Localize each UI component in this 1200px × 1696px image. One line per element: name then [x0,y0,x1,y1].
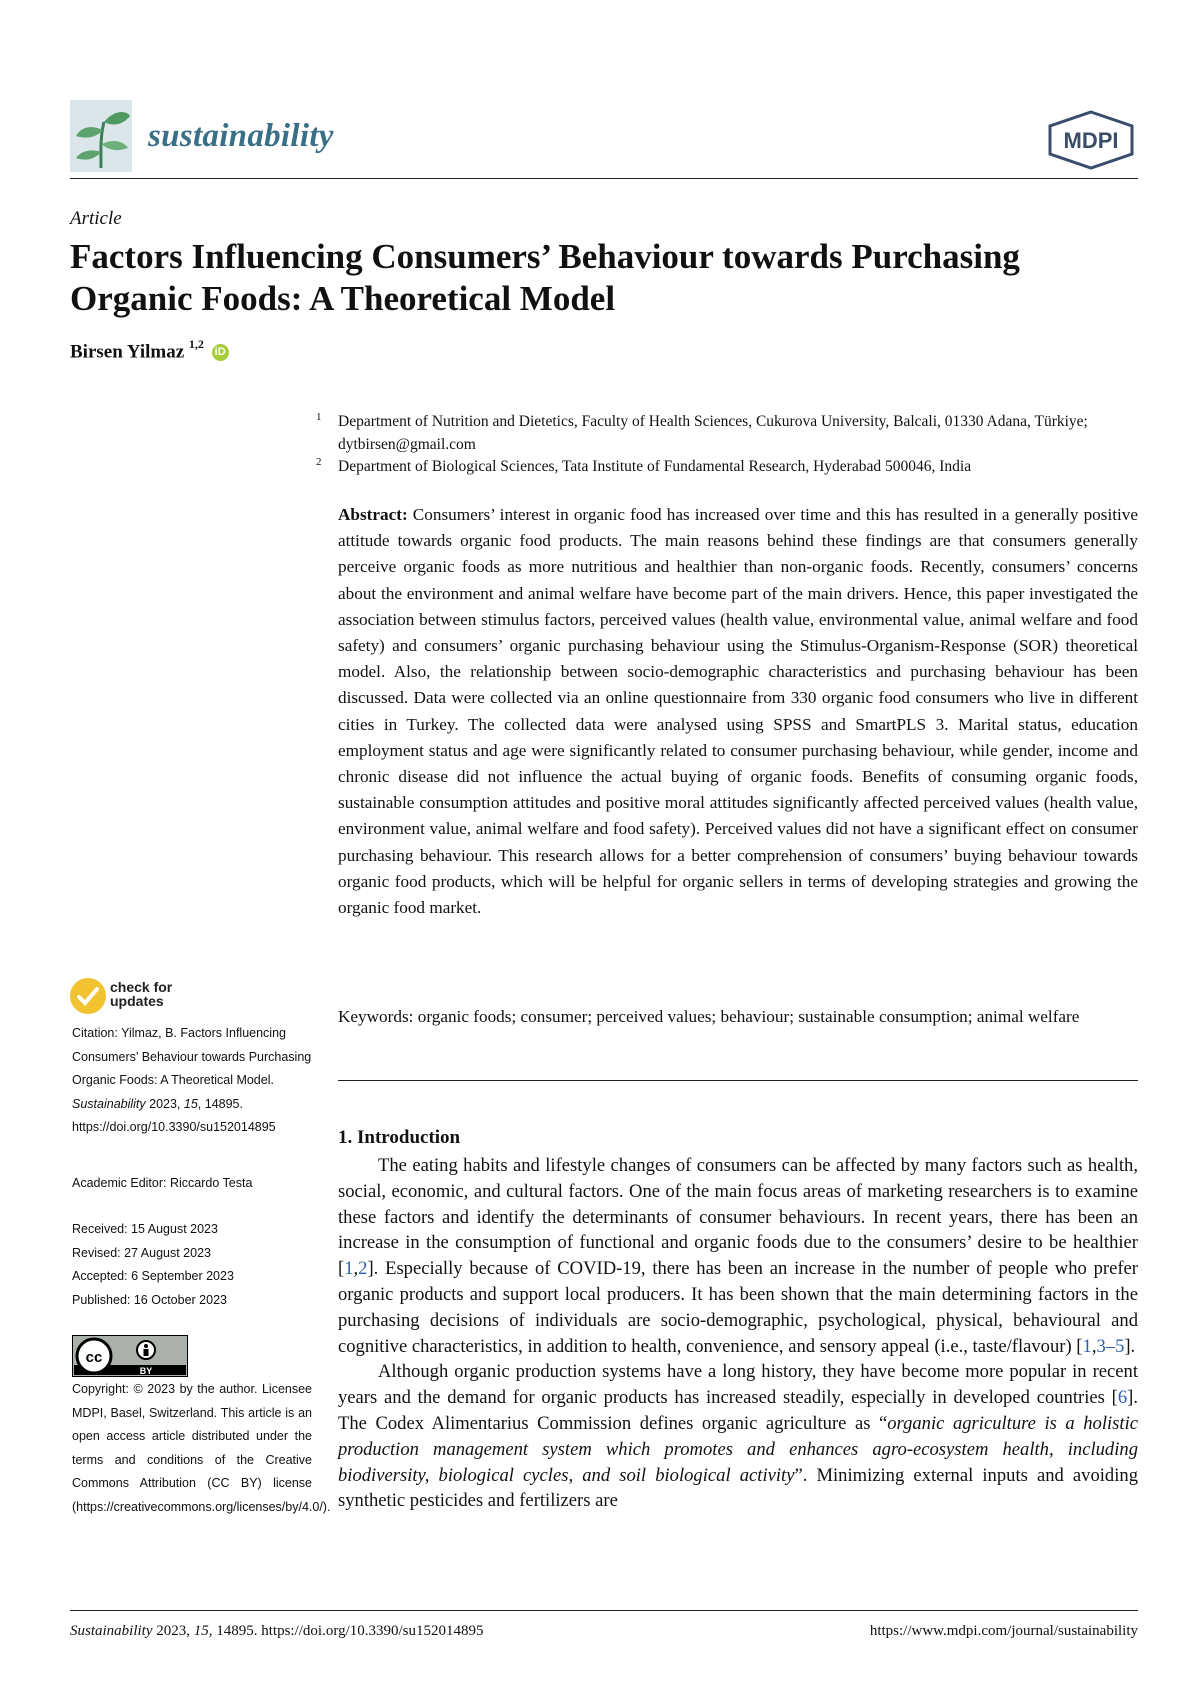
header-divider [70,178,1138,179]
article-dates [72,1218,312,1312]
paragraph-text: ]. The Codex Alimentarius Commission defines organic agriculture as “ [338,1387,1138,1434]
footer-journal-url[interactable]: https://www.mdpi.com/journal/sustainability [869,1623,1138,1639]
paragraph-text: ]. [1124,1335,1136,1357]
orcid-icon[interactable]: iD [212,344,229,361]
citation-link[interactable]: 2 [358,1258,368,1280]
svg-text:cc: cc [85,1349,103,1366]
abstract-text: Consumers’ interest in organic food has increased over time and this has resulted in a generally positive attitude towards organic food products. The main reasons behind these findings are that consumers generally perceive organic foods as more nutritious and healthier than non-organic foods. Recently, consumers’ concerns about the environment and animal welfare have become part of the main drivers. Hence, this paper investigated the association between stimulus factors, perceived values (health value, environmental value, animal welfare and food safety) and consumers’ organic purchasing behaviour using the Stimulus-Organism-Response (SOR) theoretical model. Also, the relationship between socio-demographic characteristics and purchasing behaviour has been discussed. Data were collected via an online questionnaire from 330 organic food consumers who live in different cities in Turkey. The collected data were analysed using SPSS and SmartPLS 3. Marital status, education employment status and age were significantly related to consumer purchasing behaviour, while gender, income and chronic disease did not influence the actual buying of organic foods. Benefits of consuming organic foods, sustainable consumption attitudes and positive moral attitudes significantly affected perceived values (health value, environment value, animal welfare and food safety). Perceived values did not have a significant effect on consumer purchasing behaviour. This research allows for a better comprehension of consumers’ buying behaviour towards organic food products, which will be helpful for organic sellers in terms of developing strategies and growing the organic food market. [338,505,1139,918]
abstract-divider [338,1080,1138,1081]
received-date: Received: 15 August 2023 [72,1222,218,1236]
academic-editor: Academic Editor: Riccardo Testa [72,1176,253,1190]
check-updates-text [110,980,172,1008]
citation-volume: 15 [183,1096,198,1111]
author-affiliation-marks: 1,2 [188,337,204,351]
published-date: Published: 16 October 2023 [72,1292,227,1307]
keywords-label: Keywords: [338,1007,414,1026]
publisher-logo-icon [1046,110,1136,170]
citation-link[interactable]: 1 [1082,1335,1092,1357]
journal-name: sustainability [148,118,334,154]
check-updates-line: check for [110,979,173,995]
footer-volume: 15 [193,1623,209,1639]
affiliation-2 [316,455,1138,478]
footer-citation [70,1623,484,1640]
affiliation-1 [316,410,1138,456]
cc-by-license-icon[interactable] [72,1335,188,1377]
revised-date: Revised: 27 August 2023 [72,1245,211,1260]
introduction-body [338,1153,1138,1514]
article-type: Article [70,208,122,229]
keywords [338,1004,1138,1030]
article-title: Factors Influencing Consumers’ Behaviour towards Purchasing Organic Foods: A Theoretical Model [70,237,1020,318]
keywords-text: organic foods; consumer; perceived values; behaviour; sustainable consumption; animal welfare [417,1007,1080,1026]
author-name: Birsen Yilmaz [70,341,185,363]
citation-journal: Sustainability [72,1096,146,1111]
citation-text: Citation: Yilmaz, B. Factors Influencing Consumers’ Behaviour towards Purchasing Organic Foods: A Theoretical Model. [72,1026,312,1087]
citation-doi[interactable]: , 14895. https://doi.org/10.3390/su152014895 [72,1096,276,1134]
publisher-name: MDPI [1063,128,1119,153]
paragraph [338,1153,1138,1359]
check-updates-icon [70,978,106,1014]
license-badge-label: BY [139,1366,153,1376]
definition-quote: organic agriculture is a holistic production management system which promotes and enhances agro-ecosystem health, including biodiversity, biological cycles, and soil biological activity [338,1412,1138,1486]
affiliation-number: 2 [316,456,322,468]
paragraph-text: ”. Minimizing external inputs and avoiding synthetic pesticides and fertilizers are [338,1464,1138,1512]
paragraph-text: Although organic production systems have a long history, they have become more popular in recent years and the demand for organic products has increased steadily, especially in developed countries [ [338,1361,1138,1409]
abstract [338,502,1138,921]
paragraph-text: ]. Especially because of COVID-19, there has been an increase in the number of people who prefer organic products and support local producers. It has been shown that the main determining factors in the purchasing decisions of individuals are socio-demographic, psychological, physical, behavioural and cognitive characteristics, in addition to health, convenience, and sensory appeal (i.e., taste/flavour) [ [338,1258,1138,1357]
check-for-updates-button[interactable] [70,978,210,1018]
copyright-notice: Copyright: © 2023 by the author. Licensee MDPI, Basel, Switzerland. This article is an open access article distributed under the terms and conditions of the Creative Commons Attribution (CC BY) license (https://creativecommons.org/licenses/by/4.0/). [72,1382,331,1514]
section-heading: 1. Introduction [338,1127,461,1148]
affiliation-text: Department of Biological Sciences, Tata Institute of Fundamental Research, Hyderabad 500046, India [338,458,972,475]
accepted-date: Accepted: 6 September 2023 [72,1269,234,1283]
check-updates-line: updates [110,993,164,1009]
affiliation-text: Department of Nutrition and Dietetics, Faculty of Health Sciences, Cukurova University, Balcali, 01330 Adana, Türkiye; dytbirsen@gmail.com [338,413,1088,453]
footer-divider [70,1610,1138,1611]
footer-journal: Sustainability [70,1623,153,1639]
citation-year: 2023, [145,1096,184,1111]
citation-link[interactable]: 1 [344,1258,354,1280]
paragraph [338,1359,1138,1514]
citation-link[interactable]: 6 [1117,1387,1128,1409]
journal-logo-icon [70,100,132,172]
affiliation-number: 1 [316,411,322,423]
citation-separator: , [353,1258,359,1280]
citation-link[interactable]: 3–5 [1096,1335,1125,1357]
footer-year: 2023, [152,1623,194,1639]
footer-doi[interactable]: , 14895. https://doi.org/10.3390/su152014895 [208,1623,484,1639]
abstract-label: Abstract: [338,505,408,524]
citation-separator: , [1091,1335,1097,1357]
citation-block [72,1022,312,1140]
author-line [70,339,229,363]
paragraph-text: The eating habits and lifestyle changes of consumers can be affected by many factors such as health, social, economic, and cultural factors. One of the main focus areas of marketing researchers is to examine these factors and identify the determinants of consumer behaviours. In recent years, there has been an increase in the consumption of functional and organic foods due to the consumers’ desire to be healthier [ [338,1155,1138,1280]
